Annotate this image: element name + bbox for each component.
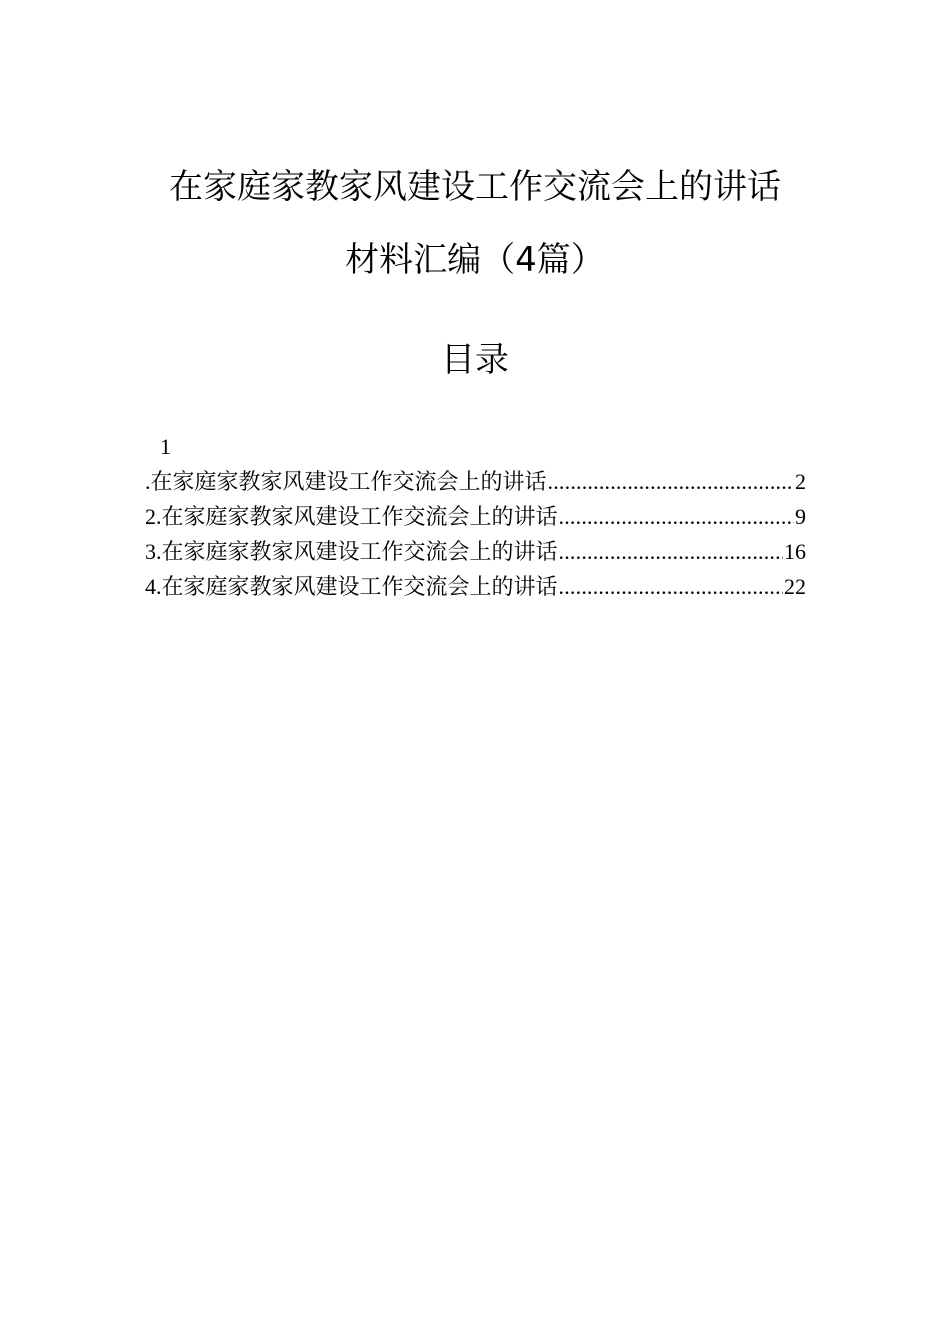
toc-item-label: 3.在家庭家教家风建设工作交流会上的讲话 <box>145 539 558 564</box>
toc-dot-leader <box>559 500 794 534</box>
document-title-line-2: 材料汇编（4篇） <box>345 240 605 280</box>
document-title-line-1: 在家庭家教家风建设工作交流会上的讲话 <box>169 167 781 207</box>
toc-dot-leader <box>559 570 783 604</box>
toc-heading: 目录 <box>441 340 509 380</box>
toc-item-page: 16 <box>784 539 806 564</box>
toc-dot-leader <box>559 535 783 569</box>
toc-item-1[interactable] <box>145 465 806 499</box>
toc-item-page: 9 <box>795 504 806 529</box>
toc-item-4[interactable] <box>145 570 806 604</box>
toc-dot-leader <box>548 465 794 499</box>
toc-item-1-number: 1 <box>160 434 171 459</box>
toc-item-label: 2.在家庭家教家风建设工作交流会上的讲话 <box>145 504 558 529</box>
toc-item-page: 2 <box>795 469 806 494</box>
toc-item-page: 22 <box>784 574 806 599</box>
toc-item-2[interactable] <box>145 500 806 534</box>
toc-item-label: 4.在家庭家教家风建设工作交流会上的讲话 <box>145 574 558 599</box>
toc-item-label: .在家庭家教家风建设工作交流会上的讲话 <box>145 469 547 494</box>
toc-item-3[interactable] <box>145 535 806 569</box>
